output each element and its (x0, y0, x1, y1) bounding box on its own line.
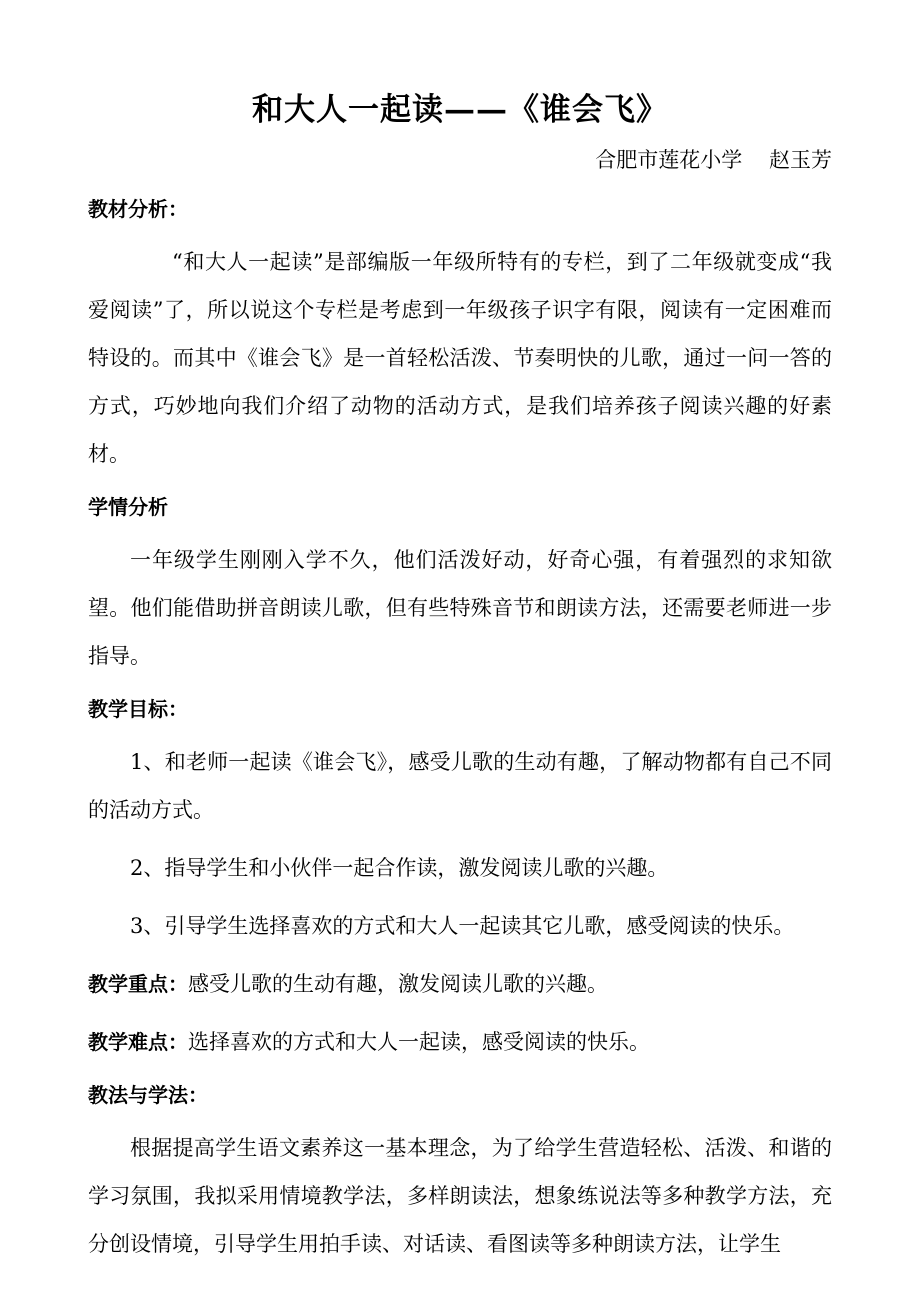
section-text-material: “和大人一起读”是部编版一年级所特有的专栏，到了二年级就变成“我爱阅读”了，所以说这个专栏是考虑到一年级孩子识字有限，阅读有一定困难而特设的。而其中《谁会飞》是一首轻松活泼、节奏明快的儿歌，通过一问一答的方式，巧妙地向我们介绍了动物的活动方式，是我们培养孩子阅读兴趣的好素材。 (88, 250, 832, 466)
key-point-text: 感受儿歌的生动有趣，激发阅读儿歌的兴趣。 (188, 972, 608, 996)
section-text-methods: 根据提高学生语文素养这一基本理念，为了给学生营造轻松、活泼、和谐的学习氛围，我拟采用情境教学法，多样朗读法，想象练说法等多种教学方法，充分创设情境，引导学生用拍手读、对话读、看图读等多种朗读方法，让学生 (88, 1136, 832, 1256)
key-point-line (88, 960, 832, 1008)
difficulty-text: 选择喜欢的方式和大人一起读，感受阅读的快乐。 (188, 1030, 650, 1054)
section-text-students: 一年级学生刚刚入学不久，他们活泼好动，好奇心强，有着强烈的求知欲望。他们能借助拼音朗读儿歌，但有些特殊音节和朗读方法，还需要老师进一步指导。 (88, 548, 832, 668)
section-heading-goals: 教学目标： (88, 697, 188, 721)
difficulty-line (88, 1018, 832, 1066)
section-heading-material: 教材分析： (88, 197, 188, 221)
document-author: 合肥市莲花小学 赵玉芳 (595, 148, 832, 172)
goal-item-1: 1、和老师一起读《谁会飞》，感受儿歌的生动有趣，了解动物都有自己不同的活动方式。 (88, 750, 832, 822)
document-body (88, 190, 832, 1278)
goal-item-3: 3、引导学生选择喜欢的方式和大人一起读其它儿歌，感受阅读的快乐。 (130, 914, 795, 938)
section-heading-students: 学情分析 (88, 495, 168, 519)
difficulty-label: 教学难点： (88, 1030, 188, 1054)
document-title: 和大人一起读——《谁会飞》 (252, 92, 668, 128)
key-point-label: 教学重点： (88, 972, 188, 996)
goal-item-2: 2、指导学生和小伙伴一起合作读，激发阅读儿歌的兴趣。 (130, 856, 669, 880)
section-heading-methods: 教法与学法： (88, 1083, 208, 1107)
